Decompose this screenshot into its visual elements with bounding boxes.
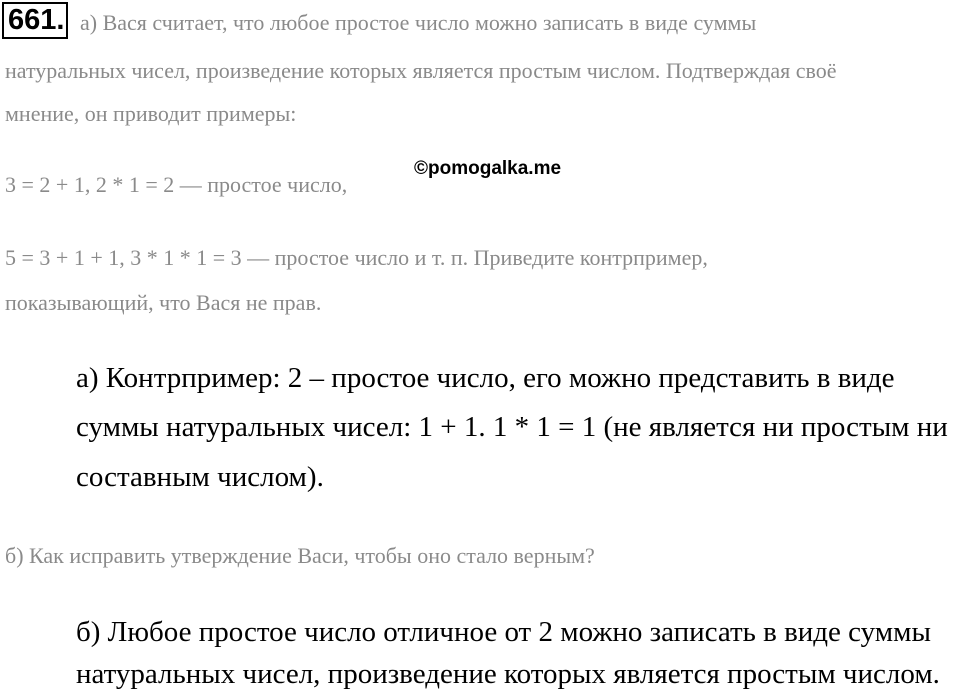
answer-a-line-1: а) Контрпример: 2 – простое число, его можно представить в виде	[76, 362, 895, 394]
watermark: ©pomogalka.me	[414, 158, 562, 179]
answer-b-line-2: натуральных чисел, произведение которых является простым числом.	[76, 658, 940, 690]
question-a-line-2: натуральных чисел, произведение которых является простым числом. Подтверждая своё	[5, 58, 837, 83]
question-b: б) Как исправить утверждение Васи, чтобы оно стало верным?	[5, 543, 595, 568]
answer-b-line-1: б) Любое простое число отличное от 2 можно записать в виде суммы	[76, 616, 931, 648]
question-a-example-1: 3 = 2 + 1, 2 * 1 = 2 — простое число,	[5, 172, 348, 197]
problem-number-box: 661.	[2, 2, 68, 39]
answer-a-line-3: составным числом).	[76, 461, 324, 493]
question-a-line-6: показывающий, что Вася не прав.	[5, 290, 322, 315]
answer-a-line-2: суммы натуральных чисел: 1 + 1. 1 * 1 = 1 (не является ни простым ни	[76, 411, 948, 443]
question-a-line-3: мнение, он приводит примеры:	[5, 101, 297, 126]
question-a-example-2: 5 = 3 + 1 + 1, 3 * 1 * 1 = 3 — простое число и т. п. Приведите контрпример,	[5, 245, 708, 270]
question-a-line-1: а) Вася считает, что любое простое число можно записать в виде суммы	[80, 10, 757, 35]
